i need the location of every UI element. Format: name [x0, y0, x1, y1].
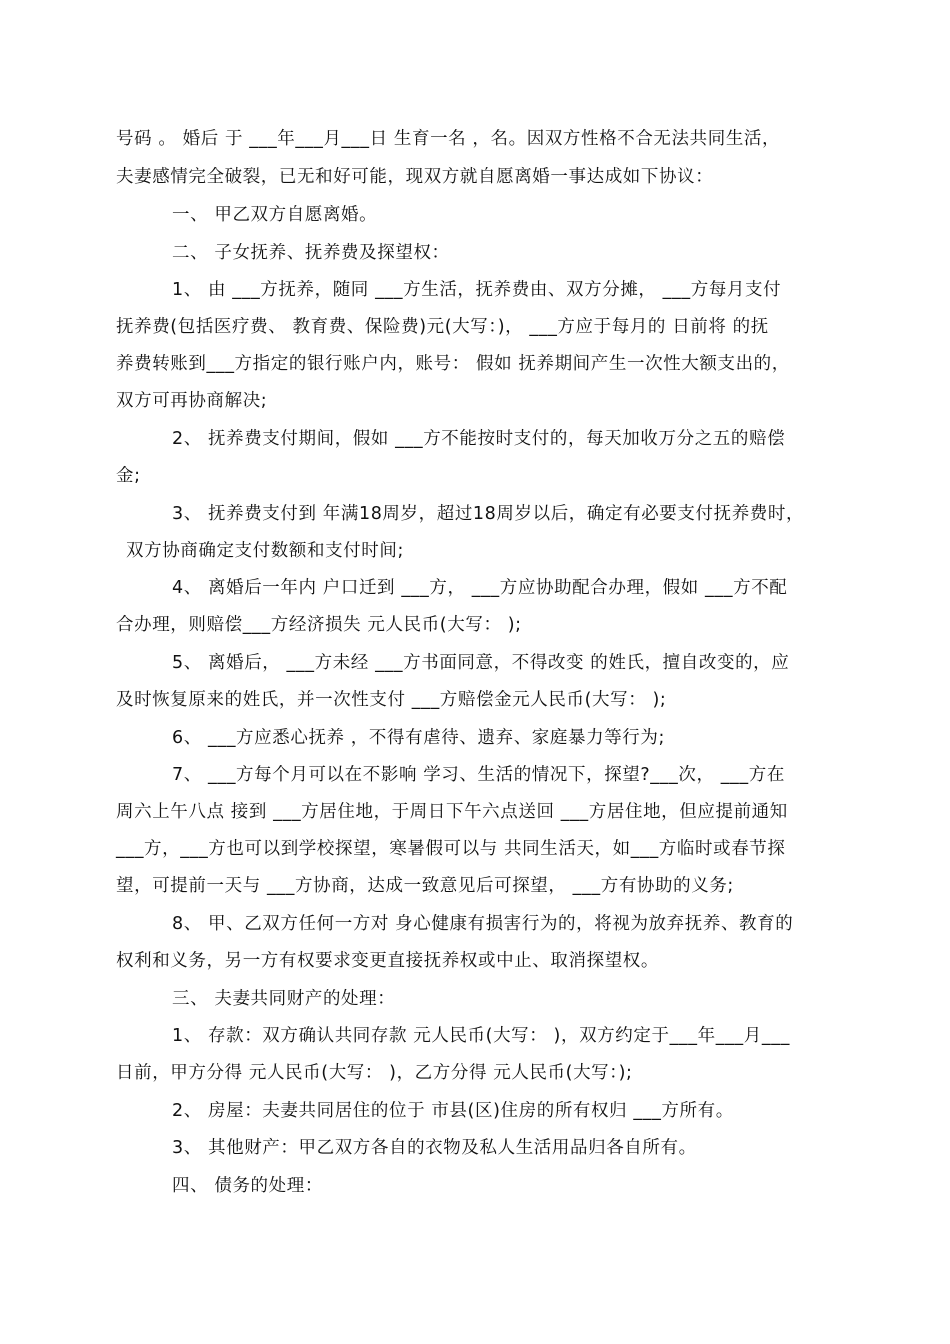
paragraph-line: 6、 ___方应悉心抚养 ，不得有虐待、遗弃、家庭暴力等行为; — [172, 728, 666, 748]
paragraph-line: 周六上午八点 接到 ___方居住地，于周日下午六点送回 ___方居住地，但应提前通知 — [116, 802, 788, 822]
paragraph-line: 4、 离婚后一年内 户口迁到 ___方， ___方应协助配合办理，假如 ___方不配 — [172, 578, 788, 598]
paragraph-line: 3、 其他财产：甲乙双方各自的衣物及私人生活用品归各自所有。 — [172, 1138, 697, 1158]
paragraph-line: 望，可提前一天与 ___方协商，达成一致意见后可探望， ___方有协助的义务; — [116, 876, 734, 896]
section-heading: 一、 甲乙双方自愿离婚。 — [172, 205, 378, 225]
paragraph-line: 及时恢复原来的姓氏，并一次性支付 ___方赔偿金元人民币(大写： ); — [116, 690, 667, 710]
paragraph-line: 夫妻感情完全破裂，已无和好可能，现双方就自愿离婚一事达成如下协议： — [116, 167, 714, 187]
paragraph-line: 2、 房屋：夫妻共同居住的位于 市县(区)住房的所有权归 ___方所有。 — [172, 1101, 734, 1121]
paragraph-line: 日前，甲方分得 元人民币(大写： )，乙方分得 元人民币(大写：); — [116, 1063, 633, 1083]
paragraph-line: 1、 存款：双方确认共同存款 元人民币(大写： )，双方约定于___年___月___ — [172, 1026, 790, 1046]
paragraph-line: 2、 抚养费支付期间，假如 ___方不能按时支付的，每天加收万分之五的赔偿 — [172, 429, 786, 449]
paragraph-line: 养费转账到___方指定的银行账户内，账号： 假如 抚养期间产生一次性大额支出的， — [116, 354, 790, 374]
paragraph-line: 1、 由 ___方抚养，随同 ___方生活，抚养费由、双方分摊， ___方每月支付 — [172, 280, 782, 300]
paragraph-line: 抚养费(包括医疗费、 教育费、保险费)元(大写：)， ___方应于每月的 日前将 的抚 — [116, 317, 769, 337]
paragraph-line: 3、 抚养费支付到 年满18周岁，超过18周岁以后，确定有必要支付抚养费时， — [172, 504, 805, 524]
paragraph-line: 号码 。 婚后 于 ___年___月___日 生育一名 ，名。因双方性格不合无法共同生活， — [116, 129, 781, 149]
paragraph-line: 双方协商确定支付数额和支付时间; — [126, 541, 404, 561]
section-heading: 二、 子女抚养、抚养费及探望权： — [172, 243, 450, 263]
paragraph-line: 金; — [116, 466, 141, 486]
paragraph-line: 5、 离婚后， ___方未经 ___方书面同意，不得改变 的姓氏，擅自改变的，应 — [172, 653, 790, 673]
paragraph-line: 合办理，则赔偿___方经济损失 元人民币(大写： ); — [116, 615, 522, 635]
section-heading: 四、 债务的处理： — [172, 1176, 323, 1196]
paragraph-line: 8、 甲、乙双方任何一方对 身心健康有损害行为的，将视为放弃抚养、教育的 — [172, 914, 794, 934]
paragraph-line: ___方，___方也可以到学校探望，寒暑假可以与 共同生活天，如___方临时或春节探 — [116, 839, 786, 859]
paragraph-line: 双方可再协商解决; — [116, 391, 268, 411]
paragraph-line: 权利和义务，另一方有权要求变更直接抚养权或中止、取消探望权。 — [116, 951, 659, 971]
section-heading: 三、 夫妻共同财产的处理： — [172, 989, 396, 1009]
paragraph-line: 7、 ___方每个月可以在不影响 学习、生活的情况下，探望?___次， ___方在 — [172, 765, 785, 785]
